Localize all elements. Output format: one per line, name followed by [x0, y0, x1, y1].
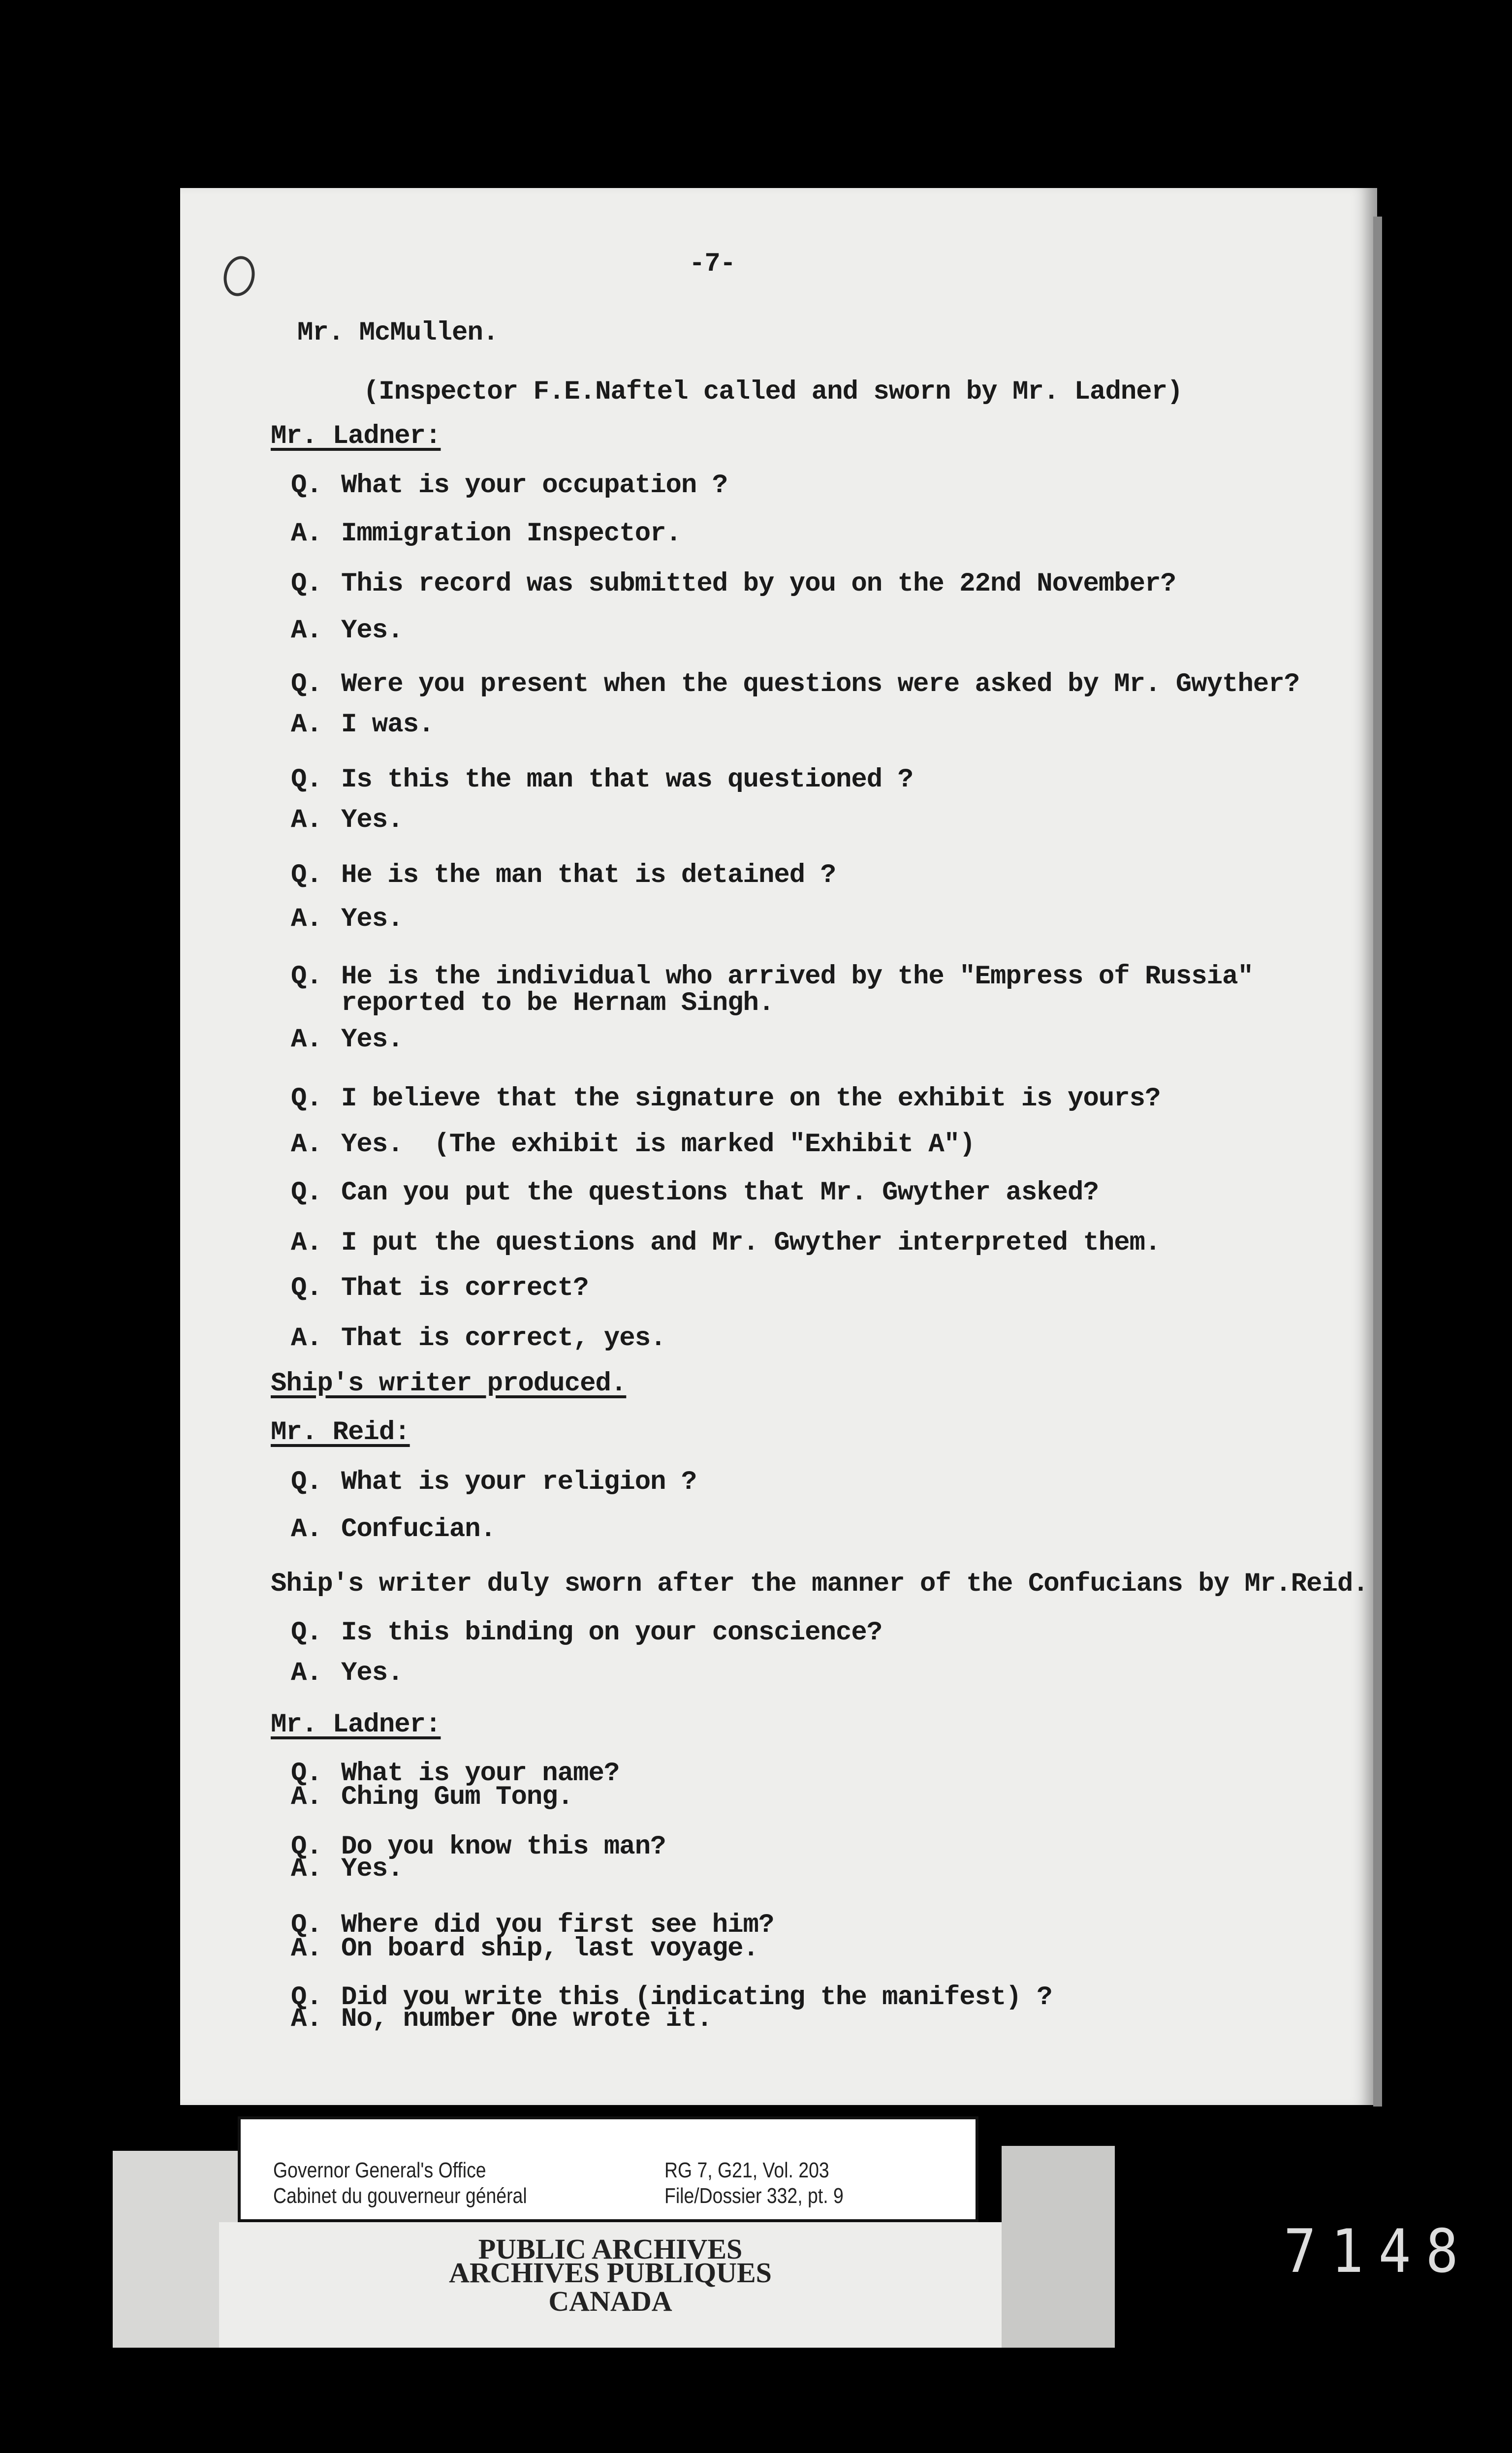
speaker-heading: Mr. Reid:: [271, 1417, 410, 1447]
archives-en: PUBLIC ARCHIVES: [478, 2233, 743, 2265]
answer-text: Ching Gum Tong.: [341, 1782, 573, 1812]
speaker-heading: Mr. McMullen.: [297, 318, 499, 348]
question-label: Q.: [291, 1982, 322, 2013]
reference-number: RG 7, G21, Vol. 203: [664, 2158, 829, 2182]
question-label: Q.: [291, 669, 322, 699]
question-text: What is your name?: [341, 1759, 620, 1789]
answer-text: Yes.: [341, 805, 403, 835]
question-text: Is this binding on your conscience?: [341, 1618, 882, 1648]
question-text: What is your religion ?: [341, 1467, 697, 1497]
answer-text: I was.: [341, 710, 434, 740]
answer-text: Yes.: [341, 1658, 403, 1688]
question-label: Q.: [291, 962, 322, 992]
question-text: Is this the man that was questioned ?: [341, 765, 913, 795]
office-fr: Cabinet du gouverneur général: [273, 2184, 527, 2208]
question-label: Q.: [291, 1759, 322, 1789]
question-text: Do you know this man?: [341, 1832, 666, 1862]
answer-text: Yes.: [341, 616, 403, 646]
answer-label: A.: [291, 1228, 322, 1258]
question-label: Q.: [291, 471, 322, 501]
answer-label: A.: [291, 805, 322, 835]
answer-label: A.: [291, 710, 322, 740]
question-label: Q.: [291, 569, 322, 599]
answer-label: A.: [291, 519, 322, 549]
answer-text: No, number One wrote it.: [341, 2004, 712, 2034]
answer-label: A.: [291, 1854, 322, 1884]
answer-text: On board ship, last voyage.: [341, 1934, 758, 1964]
question-text: He is the individual who arrived by the "Empress of Russia" reported to be Hernam Singh.: [341, 962, 1253, 1018]
answer-label: A.: [291, 1658, 322, 1688]
procedural-note: Ship's writer duly sworn after the manner of the Confucians by Mr.Reid.: [271, 1569, 1368, 1599]
question-text: That is correct?: [341, 1273, 589, 1303]
question-label: Q.: [291, 765, 322, 795]
answer-label: A.: [291, 616, 322, 646]
question-label: Q.: [291, 1084, 322, 1114]
answer-label: A.: [291, 1130, 322, 1160]
question-label: Q.: [291, 1832, 322, 1862]
speaker-heading: Ship's writer produced.: [271, 1369, 627, 1399]
answer-label: A.: [291, 904, 322, 934]
question-text: Can you put the questions that Mr. Gwyther asked?: [341, 1178, 1099, 1208]
answer-text: Yes.: [341, 1025, 403, 1055]
question-text: He is the man that is detained ?: [341, 860, 836, 890]
answer-label: A.: [291, 1323, 322, 1353]
question-text: Where did you first see him?: [341, 1910, 774, 1940]
question-text: Did you write this (indicating the manifest) ?: [341, 1982, 1052, 2013]
answer-text: That is correct, yes.: [341, 1323, 666, 1353]
archives-country: CANADA: [548, 2285, 672, 2317]
question-label: Q.: [291, 1273, 322, 1303]
question-label: Q.: [291, 1618, 322, 1648]
question-text: What is your occupation ?: [341, 471, 728, 501]
question-label: Q.: [291, 1910, 322, 1940]
answer-label: A.: [291, 1514, 322, 1544]
speaker-heading: Mr. Ladner:: [271, 1710, 441, 1740]
office-en: Governor General's Office: [273, 2158, 486, 2182]
file-number: File/Dossier 332, pt. 9: [664, 2184, 844, 2208]
sworn-note: (Inspector F.E.Naftel called and sworn by Mr. Ladner): [363, 377, 1183, 407]
question-text: Were you present when the questions were asked by Mr. Gwyther?: [341, 669, 1300, 699]
archives-fr: ARCHIVES PUBLIQUES: [449, 2257, 772, 2289]
frame-number: 7148: [1284, 2216, 1473, 2286]
answer-text: Yes.: [341, 904, 403, 934]
page-number: -7-: [689, 249, 736, 279]
question-label: Q.: [291, 860, 322, 890]
answer-text: Yes.: [341, 1854, 403, 1884]
answer-label: A.: [291, 1782, 322, 1812]
question-text: I believe that the signature on the exhibit is yours?: [341, 1084, 1161, 1114]
question-label: Q.: [291, 1467, 322, 1497]
speaker-heading: Mr. Ladner:: [271, 421, 441, 451]
answer-text: Immigration Inspector.: [341, 519, 681, 549]
question-text: This record was submitted by you on the 22nd November?: [341, 569, 1176, 599]
page-edge: [1373, 217, 1382, 2107]
question-label: Q.: [291, 1178, 322, 1208]
answer-label: A.: [291, 1025, 322, 1055]
answer-label: A.: [291, 2004, 322, 2034]
answer-text: Yes. (The exhibit is marked "Exhibit A"): [341, 1130, 975, 1160]
answer-text: Confucian.: [341, 1514, 496, 1544]
answer-text: I put the questions and Mr. Gwyther interpreted them.: [341, 1228, 1161, 1258]
answer-label: A.: [291, 1934, 322, 1964]
label-shadow: [1002, 2146, 1115, 2348]
